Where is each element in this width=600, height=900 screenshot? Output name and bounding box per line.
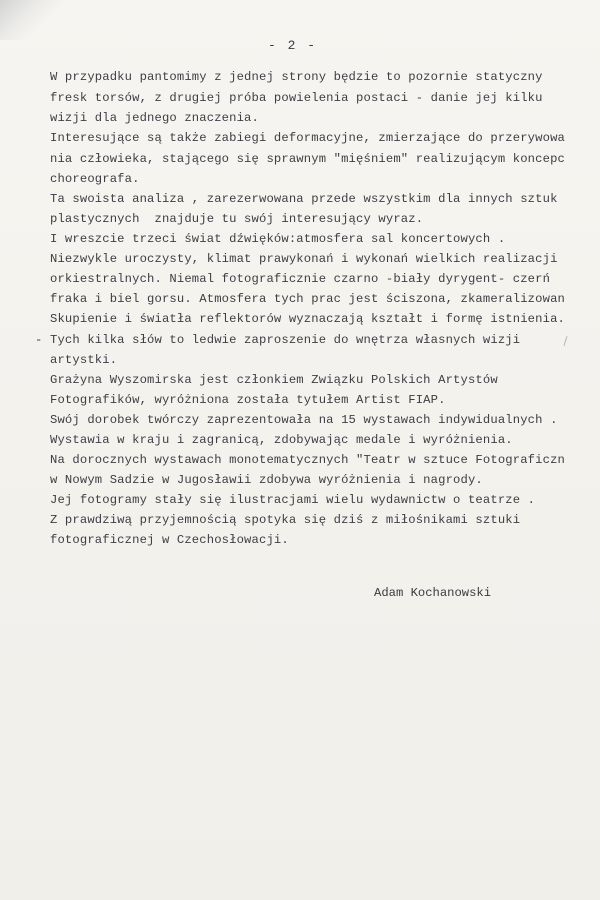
text-line: fresk torsów, z drugiej próba powielenia postaci - danie jej kilku bbox=[50, 91, 543, 105]
text-line: W przypadku pantomimy z jednej strony będzie to pozornie statyczny bbox=[50, 70, 543, 84]
page-number: - 2 - bbox=[268, 38, 318, 53]
text-line: fotograficznej w Czechosłowacji. bbox=[50, 533, 289, 547]
page-corner-shadow bbox=[0, 0, 70, 40]
text-line: Jej fotogramy stały się ilustracjami wielu wydawnictw o teatrze . bbox=[50, 493, 536, 507]
margin-dash-mark: - bbox=[35, 333, 43, 347]
pencil-mark bbox=[563, 336, 567, 346]
text-line: choreografa. bbox=[50, 172, 140, 186]
text-line: wizji dla jednego znaczenia. bbox=[50, 111, 259, 125]
text-line: Na dorocznych wystawach monotematycznych "Teatr w sztuce Fotograficzn bbox=[50, 453, 565, 467]
author-signature: Adam Kochanowski bbox=[374, 586, 492, 600]
text-line: Grażyna Wyszomirska jest członkiem Związku Polskich Artystów bbox=[50, 373, 498, 387]
text-line: Swój dorobek twórczy zaprezentowała na 15 wystawach indywidualnych . bbox=[50, 413, 558, 427]
text-line: Niezwykle uroczysty, klimat prawykonań i wykonań wielkich realizacji bbox=[50, 252, 558, 266]
text-line: Fotografików, wyróżniona została tytułem Artist FIAP. bbox=[50, 393, 446, 407]
text-line: fraka i biel gorsu. Atmosfera tych prac jest ściszona, zkameralizowan bbox=[50, 292, 565, 306]
text-line: Interesujące są także zabiegi deformacyjne, zmierzające do przerywowa bbox=[50, 131, 565, 145]
text-line: I wreszcie trzeci świat dźwięków:atmosfera sal koncertowych . bbox=[50, 232, 506, 246]
text-line: Wystawia w kraju i zagranicą, zdobywając medale i wyróżnienia. bbox=[50, 433, 513, 447]
text-line: Z prawdziwą przyjemnością spotyka się dziś z miłośnikami sztuki bbox=[50, 513, 521, 527]
text-line: nia człowieka, stającego się sprawnym "mięśniem" realizującym koncepc bbox=[50, 152, 565, 166]
text-line: Tych kilka słów to ledwie zaproszenie do wnętrza własnych wizji bbox=[50, 333, 521, 347]
text-line: orkiestralnych. Niemal fotograficznie czarno -biały dyrygent- czerń bbox=[50, 272, 551, 286]
text-line: plastycznych znajduje tu swój interesujący wyraz. bbox=[50, 212, 424, 226]
text-line: Skupienie i światła reflektorów wyznaczają kształt i formę istnienia. bbox=[50, 312, 565, 326]
text-line: Ta swoista analiza , zarezerwowana przede wszystkim dla innych sztuk bbox=[50, 192, 558, 206]
text-line: artystki. bbox=[50, 353, 118, 367]
text-line: w Nowym Sadzie w Jugosławii zdobywa wyróżnienia i nagrody. bbox=[50, 473, 483, 487]
